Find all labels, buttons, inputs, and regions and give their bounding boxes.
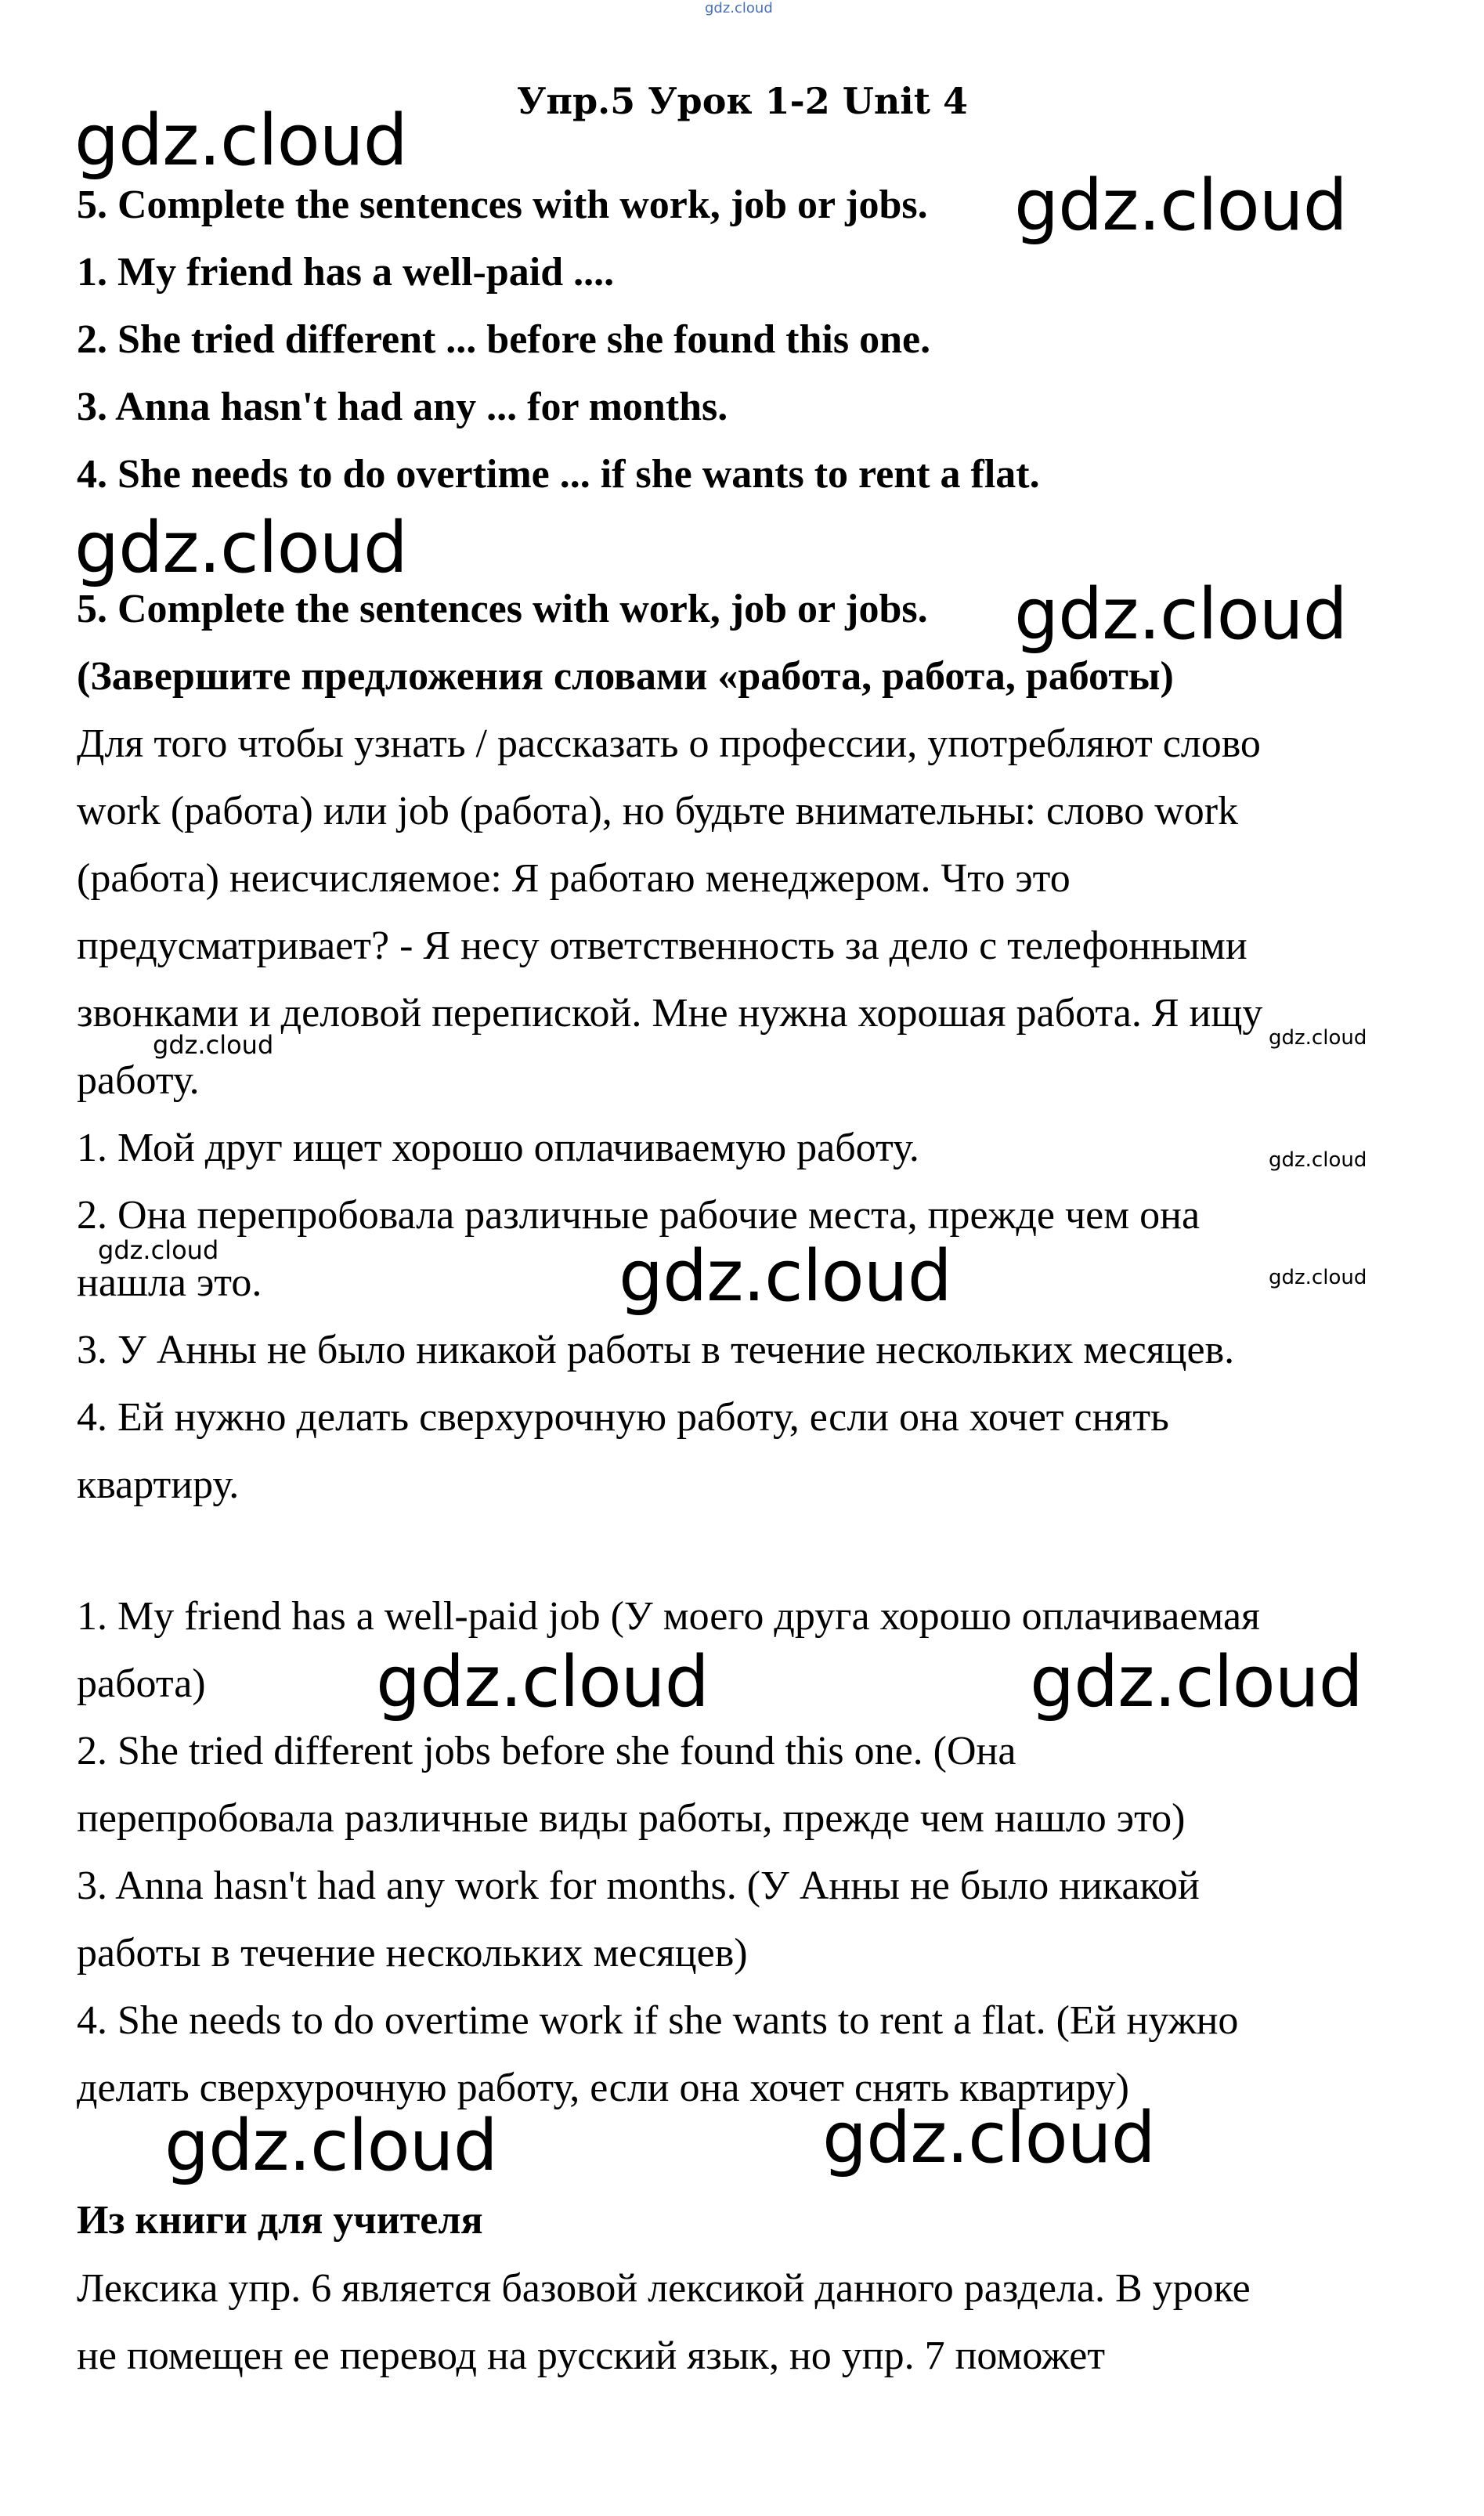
watermark: gdz.cloud	[164, 2105, 497, 2187]
watermark-small: gdz.cloud	[98, 1235, 219, 1265]
translation-instruction: 5. Complete the sentences with work, job or jobs.	[77, 587, 928, 631]
explanation-line: (работа) неисчисляемое: Я работаю менеджером. Что это	[77, 856, 1071, 901]
watermark: gdz.cloud	[1030, 1641, 1363, 1723]
explanation-line: предусматривает? - Я несу ответственность за дело с телефонными	[77, 924, 1247, 968]
teacher-book-line: не помещен ее перевод на русский язык, но упр. 7 поможет	[77, 2333, 1106, 2378]
explanation-line: звонками и деловой перепиской. Мне нужна хорошая работа. Я ищу	[77, 991, 1263, 1036]
watermark: gdz.cloud	[1014, 573, 1347, 656]
translation-subtitle: (Завершите предложения словами «работа, работа, работы)	[77, 654, 1174, 699]
translation-sentence: 4. Ей нужно делать сверхурочную работу, если она хочет снять	[77, 1395, 1169, 1440]
translation-sentence: квартиру.	[77, 1462, 240, 1507]
teacher-book-line: Лексика упр. 6 является базовой лексикой данного раздела. В уроке	[77, 2266, 1251, 2311]
translation-sentence: 2. Она перепробовала различные рабочие места, прежде чем она	[77, 1193, 1201, 1238]
answer-line: работа)	[77, 1661, 206, 1706]
watermark-small: gdz.cloud	[153, 1030, 274, 1060]
exercise-item: 2. She tried different ... before she found this one.	[77, 317, 931, 362]
translation-sentence: 1. Мой друг ищет хорошо оплачиваемую работу.	[77, 1126, 919, 1170]
translation-sentence: 3. У Анны не было никакой работы в течение нескольких месяцев.	[77, 1328, 1235, 1372]
exercise-item: 3. Anna hasn't had any ... for months.	[77, 385, 728, 429]
explanation-line: работу.	[77, 1058, 200, 1103]
watermark: gdz.cloud	[1014, 164, 1347, 247]
watermark-small: gdz.cloud	[1269, 1266, 1367, 1289]
answer-line: 4. She needs to do overtime work if she wants to rent a flat. (Ей нужно	[77, 1998, 1239, 2043]
translation-sentence: нашла это.	[77, 1260, 262, 1305]
exercise-item: 1. My friend has a well-paid ....	[77, 250, 615, 295]
watermark: gdz.cloud	[822, 2097, 1155, 2179]
explanation-line: Для того чтобы узнать / рассказать о профессии, употребляют слово	[77, 721, 1261, 766]
top-watermark: gdz.cloud	[705, 0, 773, 16]
watermark: gdz.cloud	[376, 1641, 709, 1723]
explanation-line: work (работа) или job (работа), но будьте внимательны: слово work	[77, 789, 1239, 833]
teacher-book-heading: Из книги для учителя	[77, 2198, 483, 2243]
watermark: gdz.cloud	[619, 1235, 951, 1318]
answer-line: работы в течение нескольких месяцев)	[77, 1931, 748, 1976]
watermark-small: gdz.cloud	[1269, 1148, 1367, 1172]
watermark-small: gdz.cloud	[1269, 1026, 1367, 1050]
answer-line: 3. Anna hasn't had any work for months. (У Анны не было никакой	[77, 1864, 1200, 1908]
watermark: gdz.cloud	[74, 507, 407, 589]
exercise-instruction: 5. Complete the sentences with work, job or jobs.	[77, 183, 928, 227]
watermark: gdz.cloud	[74, 99, 407, 182]
page-title: Упр.5 Урок 1-2 Unit 4	[517, 80, 969, 122]
answer-line: 1. My friend has a well-paid job (У моего друга хорошо оплачиваемая	[77, 1594, 1260, 1639]
exercise-item: 4. She needs to do overtime ... if she wants to rent a flat.	[77, 452, 1040, 497]
answer-line: делать сверхурочную работу, если она хочет снять квартиру)	[77, 2066, 1130, 2110]
answer-line: перепробовала различные виды работы, прежде чем нашло это)	[77, 1796, 1186, 1841]
answer-line: 2. She tried different jobs before she found this one. (Она	[77, 1729, 1016, 1773]
